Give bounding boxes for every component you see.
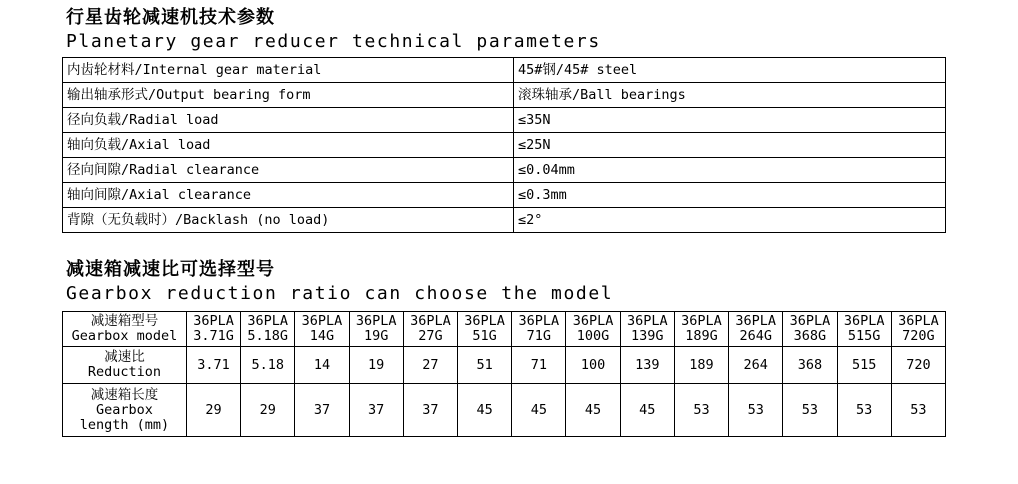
model-header-en: Gearbox model <box>71 328 178 344</box>
model-cell <box>458 312 512 347</box>
param-label: 轴向间隙/Axial clearance <box>63 183 514 208</box>
model-header <box>63 312 187 347</box>
ratio-row <box>63 347 946 384</box>
length-cell: 37 <box>403 384 457 437</box>
model-prefix: 36PLA <box>789 313 831 329</box>
length-cell: 29 <box>241 384 295 437</box>
param-label: 背隙（无负载时）/Backlash (no load) <box>63 208 514 233</box>
model-cell <box>241 312 295 347</box>
model-prefix: 36PLA <box>518 313 560 329</box>
length-cell: 53 <box>837 384 891 437</box>
length-cell: 45 <box>566 384 620 437</box>
model-suffix: 5.18G <box>247 328 289 344</box>
length-cell: 45 <box>512 384 566 437</box>
length-cell: 53 <box>783 384 837 437</box>
model-cell <box>512 312 566 347</box>
model-row <box>63 312 946 347</box>
model-prefix: 36PLA <box>681 313 722 329</box>
ratio-cell: 515 <box>837 347 891 384</box>
params-title-en: Planetary gear reducer technical parameters <box>66 31 601 52</box>
model-suffix: 189G <box>685 328 718 344</box>
model-cell <box>783 312 837 347</box>
table-row <box>63 158 946 183</box>
length-cell: 45 <box>458 384 512 437</box>
model-suffix: 515G <box>847 328 881 344</box>
model-cell <box>891 312 945 347</box>
model-suffix: 100G <box>576 328 610 344</box>
length-header-cn: 减速箱长度 <box>90 386 159 403</box>
ratio-header <box>63 347 187 384</box>
table-row <box>63 58 946 83</box>
model-prefix: 36PLA <box>301 313 343 329</box>
ratio-cell: 189 <box>674 347 728 384</box>
model-suffix: 3.71G <box>193 328 234 344</box>
ratio-cell: 51 <box>458 347 512 384</box>
length-cell: 29 <box>186 384 240 437</box>
model-suffix: 51G <box>472 328 497 344</box>
model-suffix: 19G <box>363 328 389 344</box>
ratio-cell: 720 <box>891 347 945 384</box>
table-row <box>63 133 946 158</box>
ratio-cell: 3.71 <box>186 347 240 384</box>
table-row <box>63 208 946 233</box>
model-suffix: 27G <box>418 328 443 344</box>
ratio-header-en: Reduction <box>87 364 162 380</box>
model-prefix: 36PLA <box>626 313 668 329</box>
length-cell: 37 <box>295 384 349 437</box>
ratio-cell: 368 <box>783 347 837 384</box>
length-cell: 53 <box>891 384 945 437</box>
model-suffix: 71G <box>526 328 552 344</box>
model-cell <box>729 312 783 347</box>
model-cell <box>837 312 891 347</box>
model-prefix: 36PLA <box>193 313 234 329</box>
length-row <box>63 384 946 437</box>
model-cell <box>403 312 457 347</box>
model-cell <box>186 312 240 347</box>
ratio-cell: 27 <box>403 347 457 384</box>
ratio-table <box>62 311 946 437</box>
model-cell <box>674 312 728 347</box>
param-value: ≤0.04mm <box>514 158 946 183</box>
model-prefix: 36PLA <box>247 313 289 329</box>
length-header-en2: length (mm) <box>79 416 170 433</box>
params-table <box>62 57 946 233</box>
ratio-title-cn: 减速箱减速比可选择型号 <box>66 259 275 280</box>
param-value: ≤2° <box>514 208 946 233</box>
param-value: 45#钢/45# steel <box>514 58 946 83</box>
model-prefix: 36PLA <box>735 313 777 329</box>
length-header-en1: Gearbox <box>96 401 153 418</box>
param-value: ≤0.3mm <box>514 183 946 208</box>
table-row <box>63 108 946 133</box>
ratio-header-cn: 减速比 <box>104 349 145 365</box>
model-cell <box>566 312 620 347</box>
ratio-cell: 139 <box>620 347 674 384</box>
table-row <box>63 83 946 108</box>
length-cell: 53 <box>729 384 783 437</box>
length-cell: 37 <box>349 384 403 437</box>
ratio-cell: 19 <box>349 347 403 384</box>
length-cell: 45 <box>620 384 674 437</box>
model-prefix: 36PLA <box>410 313 451 329</box>
model-suffix: 14G <box>309 328 335 344</box>
model-cell <box>349 312 403 347</box>
model-header-cn: 减速箱型号 <box>90 313 159 329</box>
model-suffix: 139G <box>631 328 664 344</box>
model-prefix: 36PLA <box>898 313 939 329</box>
model-suffix: 264G <box>739 328 772 344</box>
model-suffix: 720G <box>902 328 935 344</box>
ratio-title-en: Gearbox reduction ratio can choose the model <box>66 283 614 304</box>
param-value: ≤25N <box>514 133 946 158</box>
model-prefix: 36PLA <box>843 313 885 329</box>
ratio-cell: 100 <box>566 347 620 384</box>
model-prefix: 36PLA <box>464 313 505 329</box>
param-label: 径向间隙/Radial clearance <box>63 158 514 183</box>
model-prefix: 36PLA <box>572 313 614 329</box>
param-value: 滚珠轴承/Ball bearings <box>514 83 946 108</box>
table-row <box>63 183 946 208</box>
params-title-cn: 行星齿轮减速机技术参数 <box>66 7 275 28</box>
model-cell <box>295 312 349 347</box>
ratio-cell: 71 <box>512 347 566 384</box>
model-prefix: 36PLA <box>355 313 397 329</box>
length-header <box>63 384 187 437</box>
param-value: ≤35N <box>514 108 946 133</box>
ratio-cell: 264 <box>729 347 783 384</box>
model-suffix: 368G <box>793 328 827 344</box>
param-label: 径向负载/Radial load <box>63 108 514 133</box>
param-label: 轴向负载/Axial load <box>63 133 514 158</box>
param-label: 输出轴承形式/Output bearing form <box>63 83 514 108</box>
ratio-cell: 5.18 <box>241 347 295 384</box>
ratio-cell: 14 <box>295 347 349 384</box>
model-cell <box>620 312 674 347</box>
length-cell: 53 <box>674 384 728 437</box>
param-label: 内齿轮材料/Internal gear material <box>63 58 514 83</box>
